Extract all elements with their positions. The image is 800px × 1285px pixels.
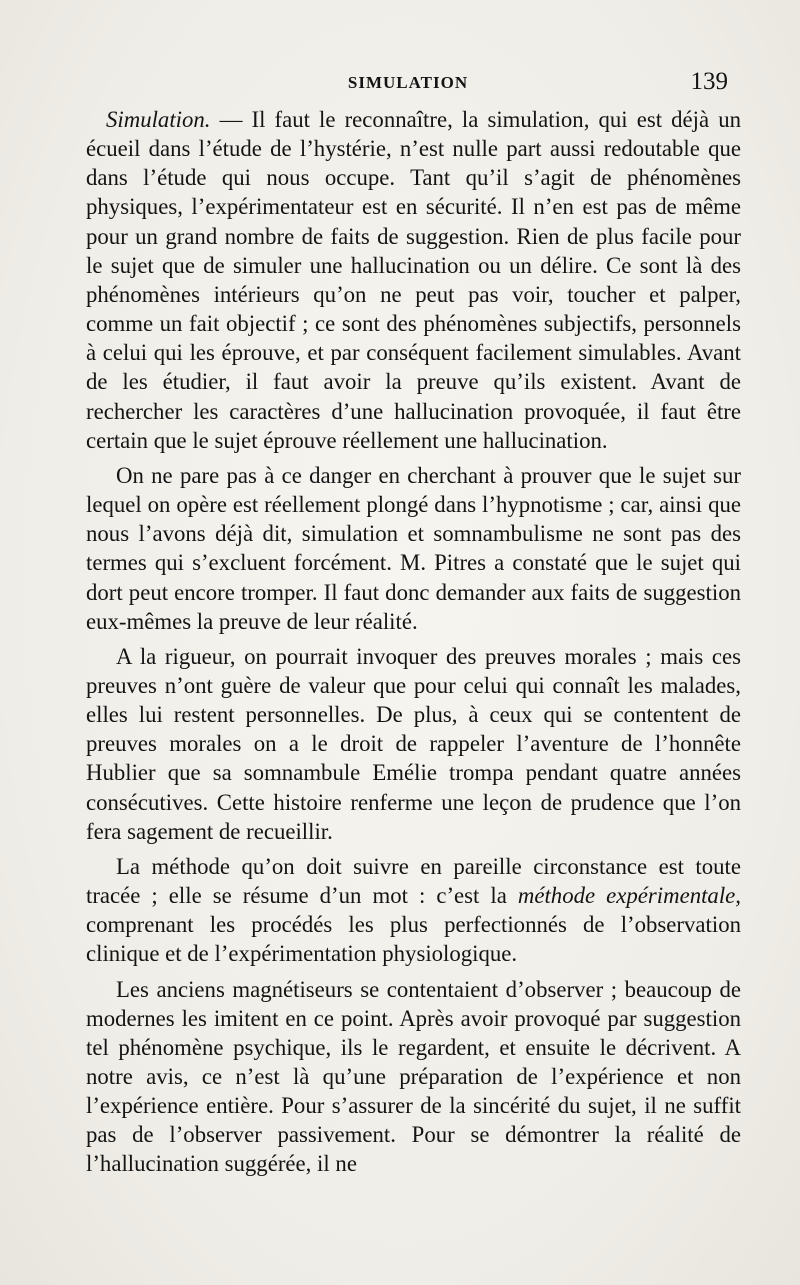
paragraph-text: On ne pare pas à ce danger en cherchant à prouver que le sujet sur lequel on opère est réellement plongé dans l’hypnotisme ; car, ainsi que nous l’avons déjà dit, simulation et somnambulisme ne sont pas des termes qui s’excluent forcément. M. Pitres a constaté que le sujet qui dort peut encore tromper. Il faut donc demander aux faits de suggestion eux-mêmes la preuve de leur réalité. bbox=[86, 462, 741, 634]
paragraph bbox=[86, 642, 741, 846]
paragraph bbox=[86, 105, 741, 455]
paragraph-text: comprenant les procédés les plus perfectionnés de l’observation clinique et de l’expérimentation physiologique. bbox=[86, 912, 741, 967]
paragraph bbox=[86, 852, 741, 969]
page-number: 139 bbox=[690, 68, 728, 95]
paragraph bbox=[86, 975, 741, 1179]
paragraph-text: La méthode qu’on doit suivre en pareille circonstance est toute tracée ; elle se résume d’un mot : c’est la bbox=[86, 853, 741, 909]
paragraph-text: — Il faut le reconnaître, la simulation, qui est déjà un écueil dans l’étude de l’hystérie, n’est nulle part aussi redoutable que dans l’étude qui nous occupe. Tant qu’il s’agit de phénomènes physiques, l’expérimentateur est en sécurité. Il n’en est pas de même pour un grand nombre de faits de suggestion. Rien de plus facile pour le sujet que de simuler une hallucination ou un délire. Ce sont là des phénomènes intérieurs qu’on ne peut pas voir, toucher et palper, comme un fait objectif ; ce sont des phénomènes subjectifs, personnels à celui qui les éprouve, et par conséquent facilement simulables. Avant de les étudier, il faut avoir la preuve qu’ils existent. Avant de rechercher les caractères d’une hallucination provoquée, il faut être certain que le sujet éprouve réellement une hallucination. bbox=[86, 107, 741, 453]
body-text bbox=[86, 105, 741, 1179]
page-header bbox=[88, 68, 728, 99]
section-heading: Simulation. bbox=[106, 107, 211, 132]
paragraph-text: Les anciens magnétiseurs se contentaient d’observer ; beaucoup de modernes les imitent en ce point. Après avoir provoqué par suggestion tel phénomène psychique, ils le regardent, et ensuite le décrivent. A notre avis, ce n’est là qu’une préparation de l’expérience et non l’expérience entière. Pour s’assurer de la sincérité du sujet, il ne suffit pas de l’observer passivement. Pour se démontrer la réalité de l’hallucination suggérée, il ne bbox=[86, 976, 741, 1177]
emphasis-text: méthode expérimentale, bbox=[517, 883, 741, 909]
running-head: SIMULATION bbox=[347, 73, 469, 92]
paragraph bbox=[86, 461, 741, 636]
paragraph-text: A la rigueur, on pourrait invoquer des preuves morales ; mais ces preuves n’ont guère de valeur que pour celui qui connaît les malades, elles lui restent personnelles. De plus, à ceux qui se contentent de preuves morales on a le droit de rappeler l’aventure de l’honnête Hublier que sa somnambule Emélie trompa pendant quatre années consécutives. Cette histoire renferme une leçon de prudence que l’on fera sagement de recueillir. bbox=[86, 643, 741, 844]
